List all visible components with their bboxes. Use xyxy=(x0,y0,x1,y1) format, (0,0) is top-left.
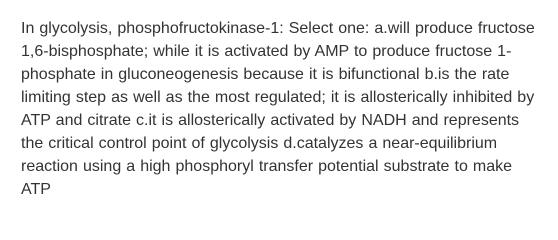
question-text: In glycolysis, phosphofructokinase-1: Select one: a.will produce fructose 1,6-bisphosphate; while it is activated by AMP to produce fructose 1-phosphate in gluconeogenesis because it is bifunctional b.is the rate limiting step as well as the most regulated; it is allosterically inhibited by ATP and citrate c.it is allosterically activated by NADH and represents the critical control point of glycolysis d.catalyzes a near-equilibrium reaction using a high phosphoryl transfer potential substrate to make ATP xyxy=(21,20,535,198)
